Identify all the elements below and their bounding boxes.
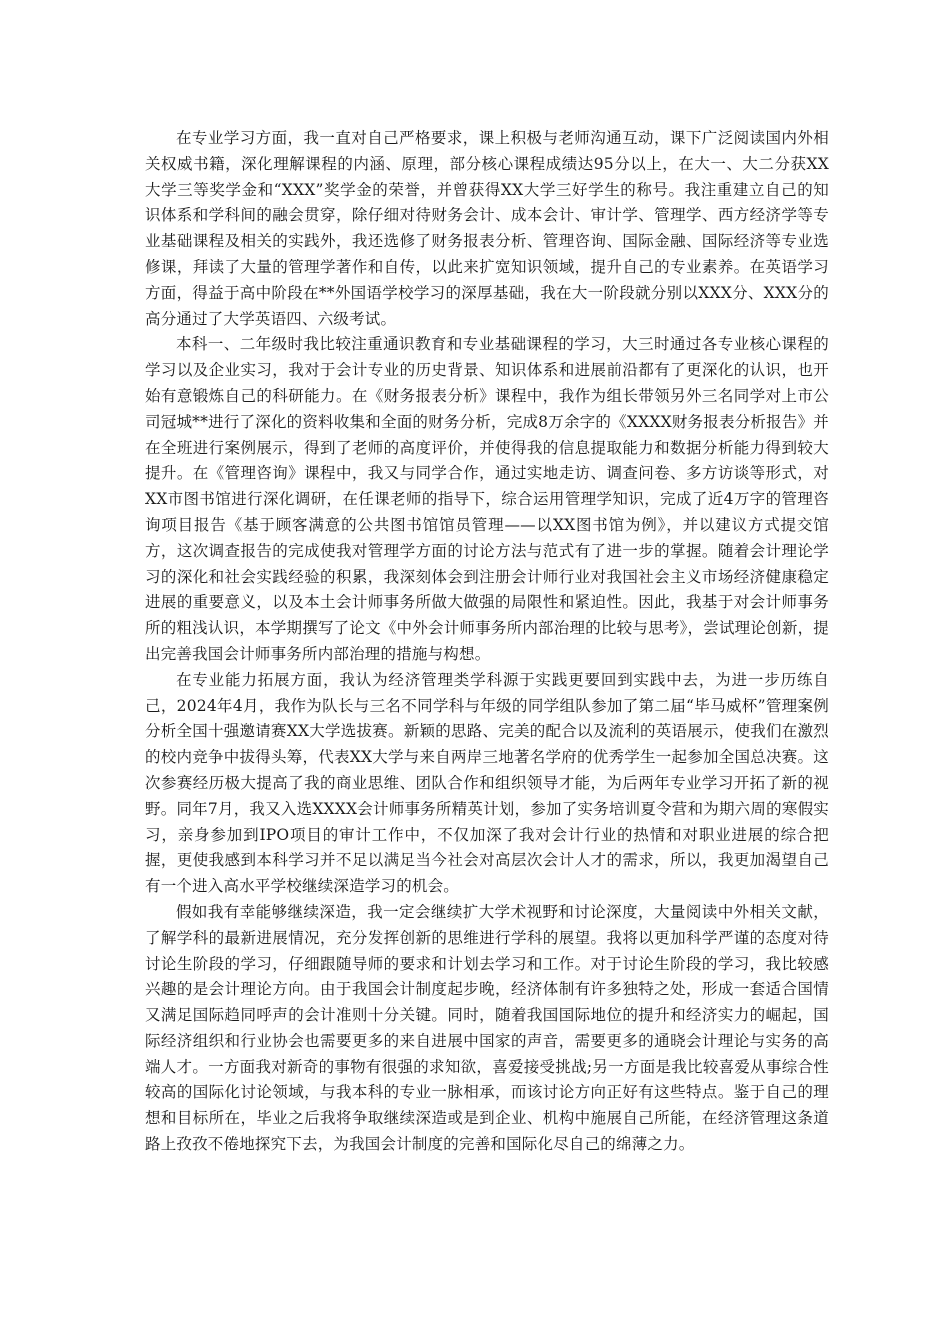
paragraph-research-ability: 本科一、二年级时我比较注重通识教育和专业基础课程的学习，大三时通过各专业核心课程的学习以及企业实习，我对于会计专业的历史背景、知识体系和进展前沿都有了更深化的认识，也开始有意锻炼自己的科研能力。在《财务报表分析》课程中，我作为组长带领另外三名同学对上市公司冠城**进行了深化的资料收集和全面的财务分析，完成8万余字的《XXXX财务报表分析报告》并在全班进行案例展示，得到了老师的高度评价，并使得我的信息提取能力和数据分析能力得到较大提升。在《管理咨询》课程中，我又与同学合作，通过实地走访、调查问卷、多方访谈等形式，对XX市图书馆进行深化调研，在任课老师的指导下，综合运用管理学知识，完成了近4万字的管理咨询项目报告《基于顾客满意的公共图书馆馆员管理——以XX图书馆为例》，并以建议方式提交馆方，这次调查报告的完成使我对管理学方面的讨论方法与范式有了进一步的掌握。随着会计理论学习的深化和社会实践经验的积累，我深刻体会到注册会计师行业对我国社会主义市场经济健康稳定进展的重要意义，以及本土会计师事务所做大做强的局限性和紧迫性。因此，我基于对会计师事务所的粗浅认识，本学期撰写了论文《中外会计师事务所内部治理的比较与思考》，尝试理论创新，提出完善我国会计师事务所内部治理的措施与构想。 bbox=[145, 335, 829, 663]
paragraph-academic-study: 在专业学习方面，我一直对自己严格要求，课上积极与老师沟通互动，课下广泛阅读国内外相关权威书籍，深化理解课程的内涵、原理，部分核心课程成绩达95分以上，在大一、大二分获XX大学三等奖学金和“XXX”奖学金的荣誉，并曾获得XX大学三好学生的称号。我注重建立自己的知识体系和学科间的融会贯穿，除仔细对待财务会计、成本会计、审计学、管理学、西方经济学等专业基础课程及相关的实践外，我还选修了财务报表分析、管理咨询、国际金融、国际经济等专业选修课，拜读了大量的管理学著作和自传，以此来扩宽知识领域，提升自己的专业素养。在英语学习方面，得益于高中阶段在**外国语学校学习的深厚基础，我在大一阶段就分别以XXX分、XXX分的高分通过了大学英语四、六级考试。 bbox=[145, 129, 829, 328]
document-body bbox=[145, 126, 829, 1158]
paragraph-practice-expansion: 在专业能力拓展方面，我认为经济管理类学科源于实践更要回到实践中去，为进一步历练自己，2024年4月，我作为队长与三名不同学科与年级的同学组队参加了第二届“毕马威杯”管理案例分析全国十强邀请赛XX大学选拔赛。新颖的思路、完美的配合以及流利的英语展示，使我们在激烈的校内竞争中拔得头筹，代表XX大学与来自两岸三地著名学府的优秀学生一起参加全国总决赛。这次参赛经历极大提高了我的商业思维、团队合作和组织领导才能，为后两年专业学习开拓了新的视野。同年7月，我又入选XXXX会计师事务所精英计划，参加了实务培训夏令营和为期六周的寒假实习，亲身参加到IPO项目的审计工作中，不仅加深了我对会计行业的热情和对职业进展的综合把握，更使我感到本科学习并不足以满足当今社会对高层次会计人才的需求，所以，我更加渴望自己有一个进入高水平学校继续深造学习的机会。 bbox=[145, 670, 829, 896]
paragraph-future-plan: 假如我有幸能够继续深造，我一定会继续扩大学术视野和讨论深度，大量阅读中外相关文献，了解学科的最新进展情况，充分发挥创新的思维进行学科的展望。我将以更加科学严谨的态度对待讨论生阶段的学习，仔细跟随导师的要求和计划去学习和工作。对于讨论生阶段的学习，我比较感兴趣的是会计理论方向。由于我国会计制度起步晚，经济体制有许多独特之处，形成一套适合国情又满足国际趋同呼声的会计准则十分关键。同时，随着我国国际地位的提升和经济实力的崛起，国际经济组织和行业协会也需要更多的来自进展中国家的声音，需要更多的通晓会计理论与实务的高端人才。一方面我对新奇的事物有很强的求知欲，喜爱接受挑战;另一方面是我比较喜爱从事综合性较高的国际化讨论领域，与我本科的专业一脉相承，而该讨论方向正好有这些特点。鉴于自己的理想和目标所在，毕业之后我将争取继续深造或是到企业、机构中施展自己所能，在经济管理这条道路上孜孜不倦地探究下去，为我国会计制度的完善和国际化尽自己的绵薄之力。 bbox=[145, 902, 829, 1154]
